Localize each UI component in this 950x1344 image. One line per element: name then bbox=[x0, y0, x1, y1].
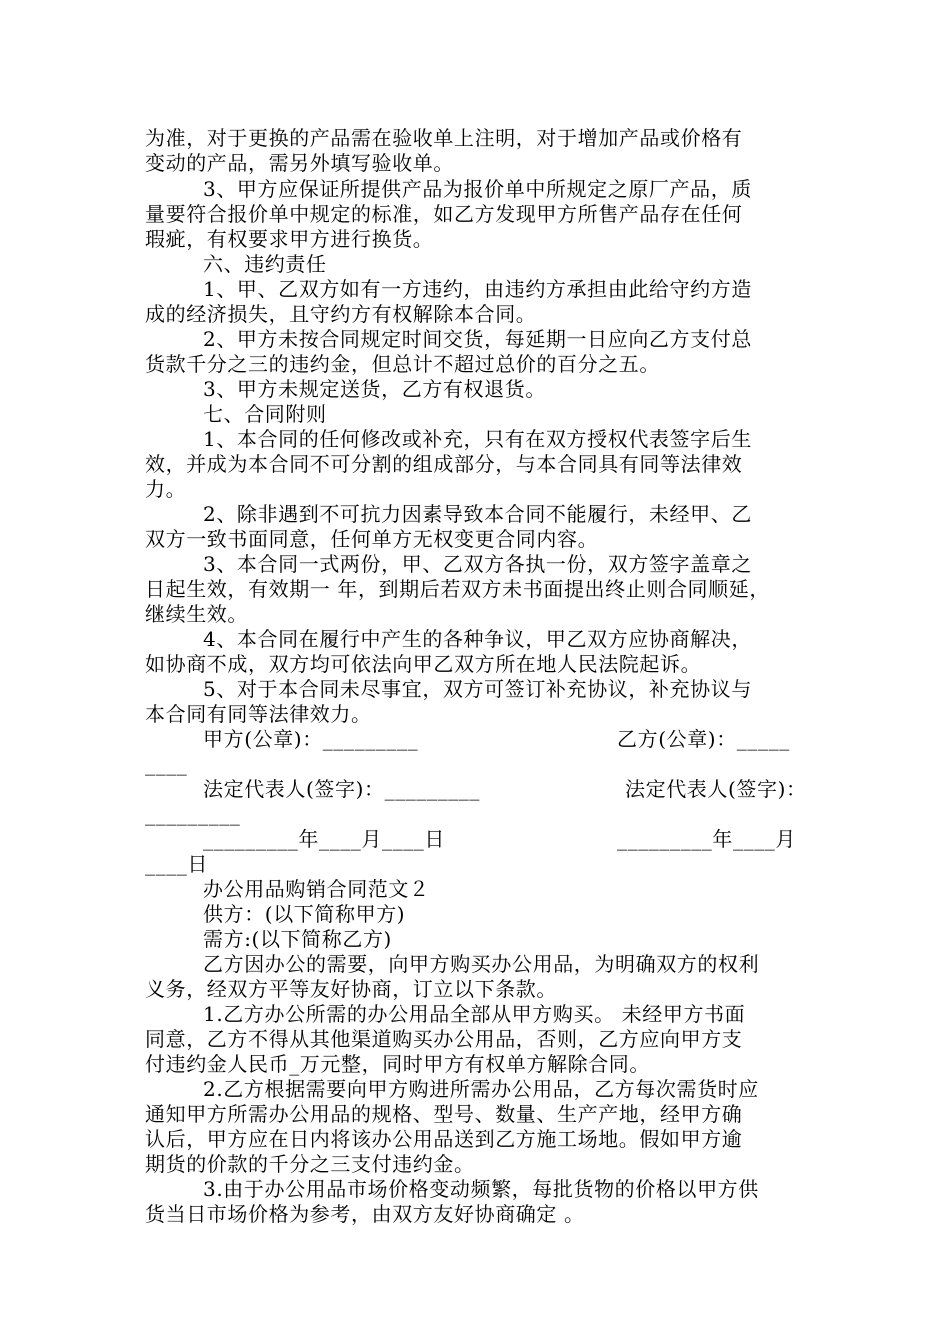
text-line: 3、甲方应保证所提供产品为报价单中所规定之原厂产品，质 bbox=[203, 177, 752, 201]
text-line: 5、对于本合同未尽事宜，双方可签订补充协议，补充协议与 bbox=[203, 677, 752, 701]
document-title: 办公用品购销合同范文２ bbox=[203, 877, 430, 901]
text-line: 1.乙方办公所需的办公用品全部从甲方购买。 未经甲方书面 bbox=[203, 1002, 746, 1026]
text-line: 货款千分之三的违约金，但总计不超过总价的百分之五。 bbox=[145, 352, 660, 376]
text-line: 变动的产品，需另外填写验收单。 bbox=[145, 151, 454, 175]
party-b-date: _________年____月 bbox=[617, 827, 796, 851]
supplier-line: 供方：(以下简称甲方) bbox=[203, 902, 406, 926]
text-line: 日起生效，有效期一 年，到期后若双方未书面提出终止则合同顺延， bbox=[145, 577, 770, 601]
party-b-date-cont: ____日 bbox=[145, 852, 208, 876]
text-line: 力。 bbox=[145, 477, 187, 501]
text-line: 如协商不成，双方均可依法向甲乙双方所在地人民法院起诉。 bbox=[145, 652, 702, 676]
text-line: 效，并成为本合同不可分割的组成部分，与本合同具有同等法律效 bbox=[145, 452, 743, 476]
text-line: 双方一致书面同意，任何单方无权变更合同内容。 bbox=[145, 527, 599, 551]
text-line: 本合同有同等法律效力。 bbox=[145, 702, 372, 726]
text-line: 4、本合同在履行中产生的各种争议，甲乙双方应协商解决， bbox=[203, 627, 752, 651]
section-heading: 七、合同附则 bbox=[203, 402, 327, 426]
text-line: 期货的价款的千分之三支付违约金。 bbox=[145, 1152, 475, 1176]
section-heading: 六、违约责任 bbox=[203, 252, 327, 276]
buyer-line: 需方:(以下简称乙方) bbox=[203, 927, 392, 951]
party-b-representative: 法定代表人(签字)： bbox=[625, 777, 807, 801]
text-line: 继续生效。 bbox=[145, 602, 248, 626]
text-line: 2、甲方未按合同规定时间交货，每延期一日应向乙方支付总 bbox=[203, 327, 752, 351]
party-b-seal: 乙方(公章)：_____ bbox=[617, 727, 790, 751]
text-line: 1、甲、乙双方如有一方违约，由违约方承担由此给守约方造 bbox=[203, 277, 752, 301]
text-line: 乙方因办公的需要，向甲方购买办公用品，为明确双方的权利 bbox=[203, 952, 760, 976]
text-line: 3.由于办公用品市场价格变动频繁，每批货物的价格以甲方供 bbox=[203, 1177, 759, 1201]
text-line: 认后，甲方应在日内将该办公用品送到乙方施工场地。假如甲方逾 bbox=[145, 1127, 743, 1151]
text-line: 同意，乙方不得从其他渠道购买办公用品，否则，乙方应向甲方支 bbox=[145, 1027, 743, 1051]
text-line: 2.乙方根据需要向甲方购进所需办公用品，乙方每次需货时应 bbox=[203, 1077, 759, 1101]
party-a-representative: 法定代表人(签字)：_________ bbox=[203, 777, 481, 801]
party-b-seal-cont: ____ bbox=[145, 752, 188, 776]
text-line: 成的经济损失，且守约方有权解除本合同。 bbox=[145, 302, 537, 326]
text-line: 2、除非遇到不可抗力因素导致本合同不能履行，未经甲、乙 bbox=[203, 502, 752, 526]
text-line: 量要符合报价单中规定的标准，如乙方发现甲方所售产品存在任何 bbox=[145, 202, 743, 226]
party-b-representative-cont: _________ bbox=[145, 802, 241, 826]
text-line: 为准，对于更换的产品需在验收单上注明，对于增加产品或价格有 bbox=[145, 126, 743, 150]
text-line: 通知甲方所需办公用品的规格、型号、数量、生产产地，经甲方确 bbox=[145, 1102, 743, 1126]
text-line: 付违约金人民币_万元整，同时甲方有权单方解除合同。 bbox=[145, 1052, 650, 1076]
text-line: 1、本合同的任何修改或补充，只有在双方授权代表签字后生 bbox=[203, 427, 752, 451]
party-a-date: _________年____月____日 bbox=[203, 827, 445, 851]
text-line: 3、本合同一式两份，甲、乙双方各执一份，双方签字盖章之 bbox=[203, 552, 752, 576]
text-line: 3、甲方未规定送货，乙方有权退货。 bbox=[203, 377, 546, 401]
text-line: 瑕疵，有权要求甲方进行换货。 bbox=[145, 227, 434, 251]
party-a-seal: 甲方(公章)：_________ bbox=[203, 727, 419, 751]
text-line: 货当日市场价格为参考，由双方友好协商确定 。 bbox=[145, 1202, 585, 1226]
text-line: 义务，经双方平等友好协商，订立以下条款。 bbox=[145, 977, 557, 1001]
